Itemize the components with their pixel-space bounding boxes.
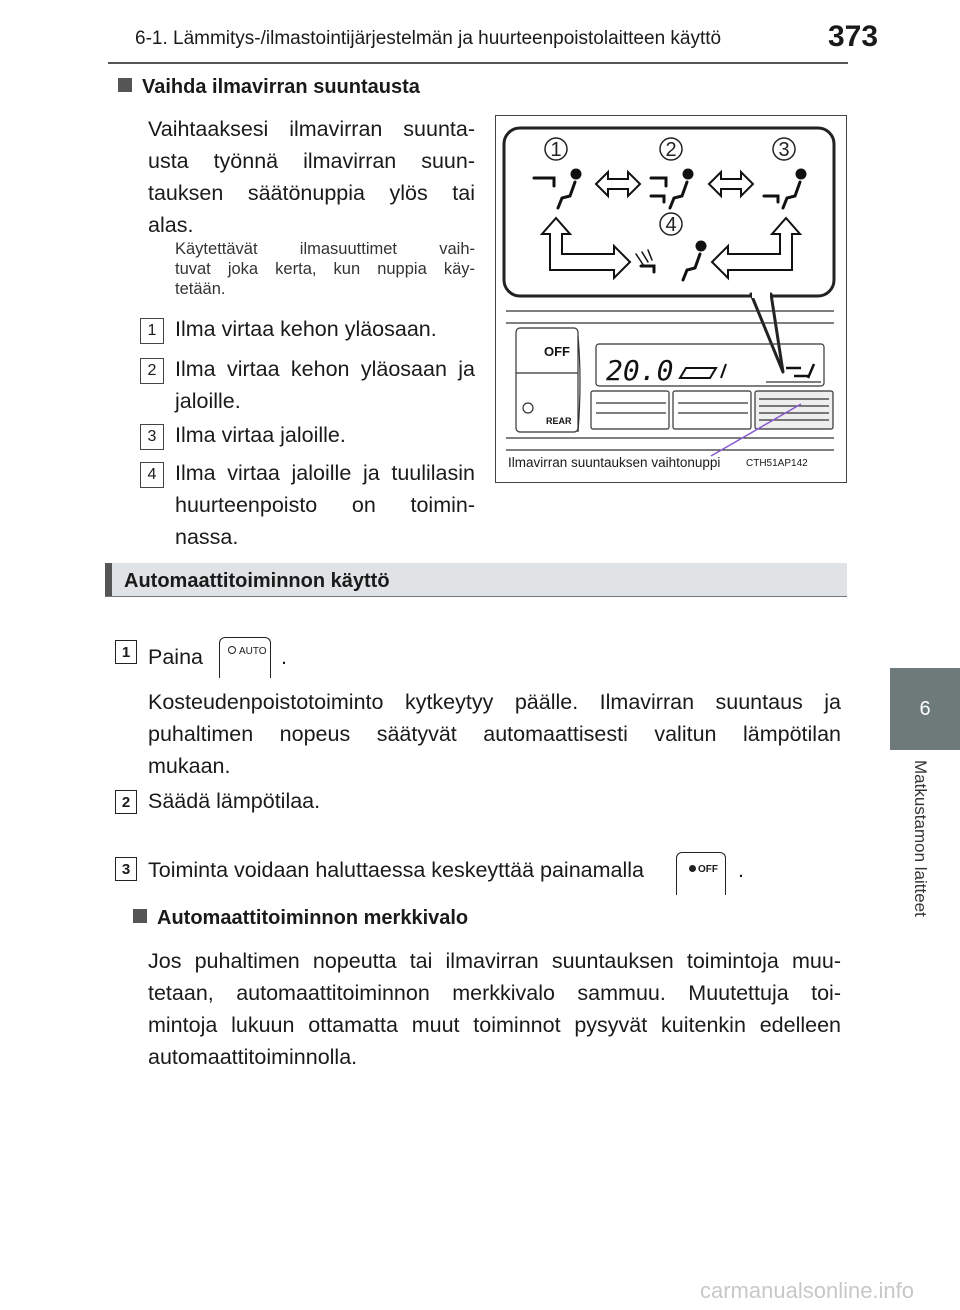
step-3-text xyxy=(148,852,744,895)
step-number-2: 2 xyxy=(115,790,137,814)
section-title-bar: Automaattitoiminnon käyttö xyxy=(105,563,847,596)
off-button-image-label xyxy=(689,865,718,875)
airflow-paragraph xyxy=(148,113,475,241)
step-number-1: 1 xyxy=(115,640,137,664)
item-line: Ilma virtaa jaloille ja tuulilasin xyxy=(175,461,475,485)
step-1-text xyxy=(148,637,287,678)
item-number-4: 4 xyxy=(140,462,164,488)
step-2-text: Säädä lämpötilaa. xyxy=(148,789,321,813)
step-1-description xyxy=(148,686,841,782)
item-text-1 xyxy=(175,313,475,345)
airflow-illustration xyxy=(496,116,846,482)
desc-line: puhaltimen nopeus säätyvät automaattisesti valitun lämpötilan xyxy=(148,722,841,746)
item-line: huurteenpoisto on toimin- xyxy=(175,493,475,517)
item-text-3 xyxy=(175,419,475,451)
item-number-3: 3 xyxy=(140,424,164,450)
rear-defog-label: REAR xyxy=(546,416,572,426)
item-line: Ilma virtaa jaloille. xyxy=(175,423,346,447)
callout-label-4: 4 xyxy=(665,214,677,236)
step-3-lead: Toiminta voidaan haluttaessa keskeyttää painamalla xyxy=(148,858,644,882)
subheading-text: Vaihda ilmavirran suuntausta xyxy=(142,76,420,98)
indicator-light-icon xyxy=(228,646,236,654)
figure-code: CTH51AP142 xyxy=(746,458,808,469)
subheading-airflow xyxy=(118,76,420,99)
para-line: tetaan, automaattitoiminnon merkkivalo sammuu. Muutettuja toi- xyxy=(148,981,841,1005)
step-1-lead: Paina xyxy=(148,645,203,669)
running-header: 6-1. Lämmitys-/ilmastointijärjestelmän ja huurteenpoistolaitteen käyttö xyxy=(135,28,722,49)
para-line: mintoja lukuun ottamatta muut toiminnot pysyvät kuitenkin edelleen xyxy=(148,1013,841,1037)
airflow-figure xyxy=(495,115,847,483)
item-text-2 xyxy=(175,353,475,417)
fan-speed-icon xyxy=(680,364,726,378)
subheading-text: Automaattitoiminnon merkkivalo xyxy=(157,907,469,929)
item-line: jaloille. xyxy=(175,389,241,413)
para-line: Vaihtaaksesi ilmavirran suunta- xyxy=(148,117,475,141)
figure-caption: Ilmavirran suuntauksen vaihtonuppi xyxy=(508,455,721,470)
item-line: nassa. xyxy=(175,525,239,549)
section-rule xyxy=(105,596,847,597)
subheading-indicator xyxy=(133,907,468,930)
step-number-3: 3 xyxy=(115,857,137,881)
callout-label-2: 2 xyxy=(665,139,677,161)
chapter-tab: 6 xyxy=(890,668,960,750)
fan-icon xyxy=(689,865,696,872)
mode-indicator-icon xyxy=(786,364,814,378)
off-button-label: OFF xyxy=(544,344,570,359)
item-line: Ilma virtaa kehon yläosaan ja xyxy=(175,357,475,381)
chapter-tab-label: Matkustamon laitteet xyxy=(911,760,930,917)
square-bullet-icon xyxy=(133,909,147,923)
step-1-tail: . xyxy=(280,645,287,669)
para-line: usta työnnä ilmavirran suun- xyxy=(148,149,475,173)
page-number: 373 xyxy=(828,20,879,53)
desc-line: Kosteudenpoistotoiminto kytkeytyy päälle. Ilmavirran suuntaus ja xyxy=(148,690,841,714)
para-line: Jos puhaltimen nopeutta tai ilmavirran suuntauksen toimintoja muu- xyxy=(148,949,841,973)
desc-line: mukaan. xyxy=(148,754,231,778)
para-line: tauksen säätönuppia ylös tai xyxy=(148,181,475,205)
para-line: automaattitoiminnolla. xyxy=(148,1045,358,1069)
temperature-display: 20.0 xyxy=(606,354,674,387)
auto-button-image xyxy=(219,637,271,678)
para-line: alas. xyxy=(148,213,194,237)
note-line: Käytettävät ilmasuuttimet vaih- xyxy=(175,240,475,258)
auto-label-text: AUTO xyxy=(238,646,267,657)
step-3-tail: . xyxy=(737,858,744,882)
off-label-text: OFF xyxy=(697,864,718,875)
item-number-2: 2 xyxy=(140,358,164,384)
square-bullet-icon xyxy=(118,78,132,92)
airflow-note xyxy=(175,239,475,299)
item-number-1: 1 xyxy=(140,318,164,344)
item-text-4 xyxy=(175,457,475,553)
off-button-image xyxy=(676,852,726,895)
header-rule xyxy=(108,62,848,64)
callout-label-1: 1 xyxy=(550,139,562,161)
note-line: tuvat joka kerta, kun nuppia käy- xyxy=(175,260,475,278)
item-line: Ilma virtaa kehon yläosaan. xyxy=(175,317,437,341)
watermark: carmanualsonline.info xyxy=(700,1278,915,1303)
auto-button-label xyxy=(228,646,267,657)
note-line: tetään. xyxy=(175,280,226,298)
indicator-paragraph xyxy=(148,945,841,1073)
callout-label-3: 3 xyxy=(778,139,790,161)
